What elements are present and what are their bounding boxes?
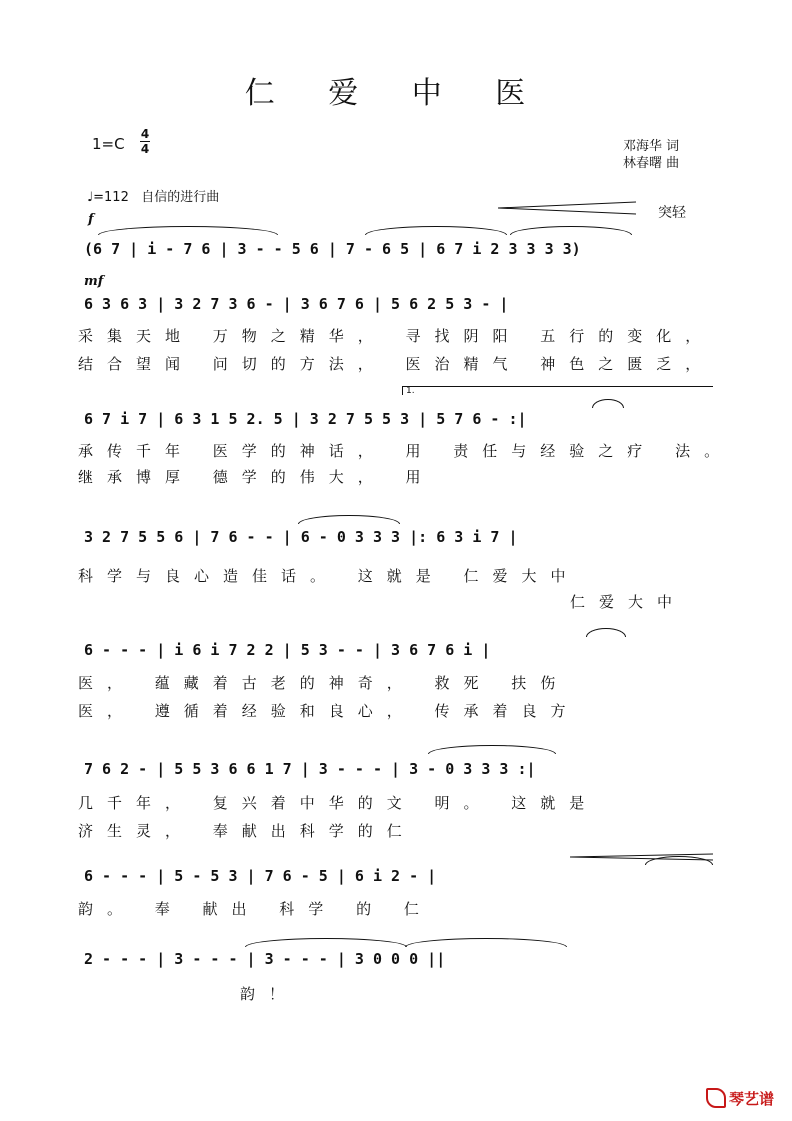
notation-row-6: 7 6 2 - | 5 5 3 6 6 1 7 | 3 - - - | 3 - 0 3 3 3 :|	[84, 760, 536, 778]
lyric-row-5-verse-1: 医， 蕴藏着古老的神奇， 救死 扶伤	[78, 674, 570, 692]
lyric-row-4-verse-2: 仁爱大中	[570, 593, 687, 611]
notation-row-5: 6 - - - | i 6 i 7 2 2 | 5 3 - - | 3 6 7 6 i |	[84, 641, 491, 659]
lyric-row-5-verse-2: 医， 遵循着经验和良心， 传承着良方	[78, 702, 580, 720]
tie-arc	[298, 515, 400, 524]
lyric-row-8-verse-1: 韵！	[240, 985, 299, 1003]
lyricist-credit: 邓海华 词	[623, 139, 680, 154]
lyric-row-2-verse-1: 采集天地 万物之精华， 寻找阴阳 五行的变化，	[78, 327, 715, 345]
key-signature: 1=C	[92, 135, 125, 153]
tempo-value: ♩=112	[87, 190, 129, 205]
slur-arc	[98, 226, 278, 235]
notation-row-7: 6 - - - | 5 - 5 3 | 7 6 - 5 | 6 i 2 - |	[84, 867, 437, 885]
crescendo-hairpin	[570, 846, 715, 854]
first-ending-bracket	[402, 386, 713, 395]
notation-row-2: 6 3 6 3 | 3 2 7 3 6 - | 3 6 7 6 | 5 6 2 5 3 - |	[84, 295, 509, 313]
dynamic-forte: f	[88, 212, 94, 227]
notation-row-3: 6 7 i 7 | 6 3 1 5 2. 5 | 3 2 7 5 5 3 | 5 7 6 - :|	[84, 410, 527, 428]
tie-arc	[245, 938, 407, 947]
decrescendo-hairpin	[498, 200, 638, 214]
volta-number: 1.	[406, 386, 415, 396]
lyric-row-4-verse-1: 科学与良心造佳话。 这就是 仁爱大中	[78, 567, 580, 585]
expression-text: 自信的进行曲	[141, 190, 220, 205]
song-title: 仁 爱 中 医	[244, 76, 548, 111]
dynamic-mezzo-forte: mf	[84, 274, 104, 289]
notation-row-8: 2 - - - | 3 - - - | 3 - - - | 3 0 0 0 ||	[84, 950, 446, 968]
lyric-row-3-verse-2: 继承博厚 德学的伟大， 用	[78, 468, 435, 486]
time-signature-top: 4	[140, 127, 150, 141]
logo-text: 琴艺谱	[729, 1090, 775, 1108]
lyric-row-6-verse-1: 几千年， 复兴着中华的文 明。 这就是	[78, 794, 599, 812]
slur-arc	[365, 226, 507, 235]
time-signature-bottom: 4	[140, 142, 150, 156]
notation-row-4: 3 2 7 5 5 6 | 7 6 - - | 6 - 0 3 3 3 |: 6 3 i 7 |	[84, 528, 518, 546]
logo-icon	[706, 1088, 726, 1108]
notation-row-1: (6 7 | i - 7 6 | 3 - - 5 6 | 7 - 6 5 | 6 7 i 2 3 3 3 3)	[84, 240, 581, 258]
lyric-row-3-verse-1: 承传千年 医学的神话， 用 责任与经验之疗 法。	[78, 442, 734, 460]
tie-arc	[428, 745, 556, 754]
slur-arc	[586, 628, 626, 637]
lyric-row-6-verse-2: 济生灵， 奉献出科学的仁	[78, 822, 416, 840]
lyric-row-2-verse-2: 结合望闻 问切的方法， 医治精气 神色之匮乏，	[78, 355, 715, 373]
tempo-marking	[87, 186, 219, 205]
slur-arc	[592, 399, 624, 408]
qinyipu-logo	[706, 1088, 774, 1109]
slur-arc	[510, 226, 632, 235]
lyric-row-7-verse-1: 韵。 奉 献出 科学 的 仁	[78, 900, 433, 918]
tie-arc	[405, 938, 567, 947]
sudden-soft-marking: 突轻	[658, 205, 686, 221]
time-signature	[140, 128, 150, 155]
composer-credit: 林春曙 曲	[623, 156, 680, 171]
